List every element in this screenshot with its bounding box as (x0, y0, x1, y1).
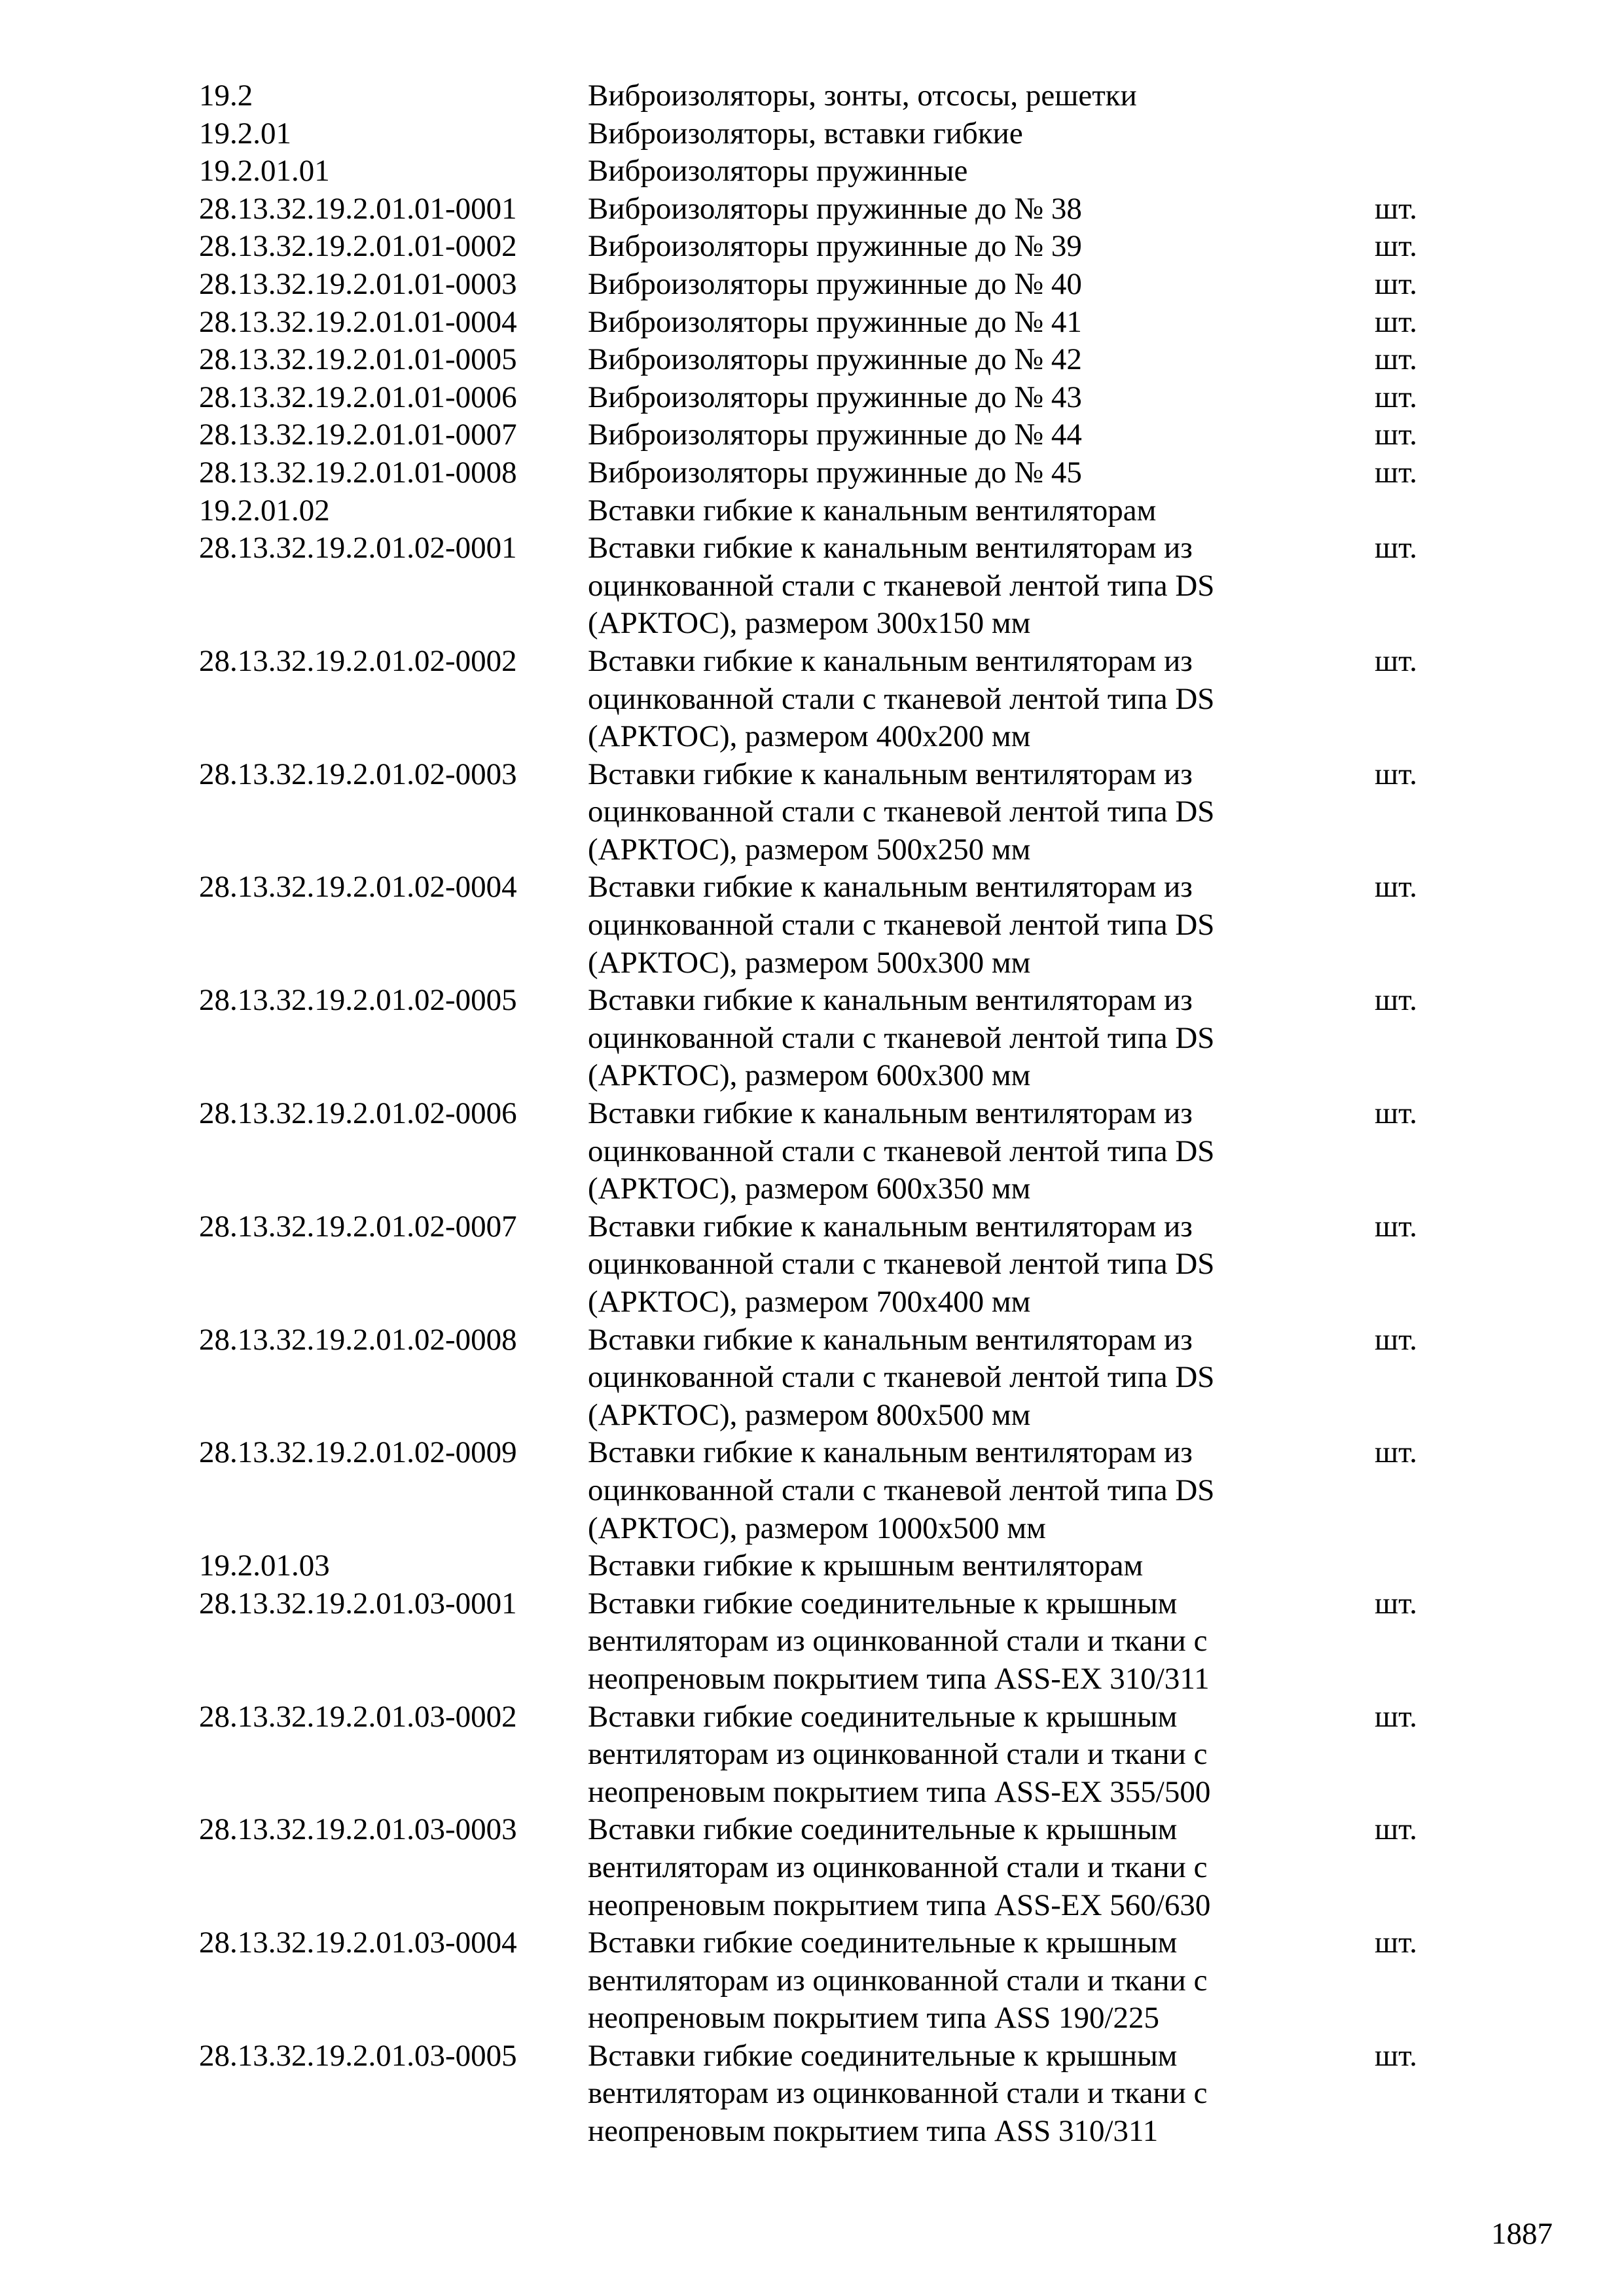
item-code: 28.13.32.19.2.01.03-0004 (199, 1926, 517, 1960)
item-code: 28.13.32.19.2.01.01-0007 (199, 418, 517, 452)
item-name: Виброизоляторы пружинные (588, 154, 968, 188)
item-code: 28.13.32.19.2.01.01-0003 (199, 266, 517, 301)
catalog-row (199, 643, 1443, 756)
item-code: 28.13.32.19.2.01.01-0004 (199, 304, 517, 339)
catalog-row (199, 152, 1443, 190)
catalog-row (199, 982, 1443, 1095)
item-name: Вставки гибкие соединительные к крышным вентиляторам из оцинкованной стали и ткани с неопреновым покрытием типа ASS 310/311 (588, 2038, 1208, 2149)
item-code: 28.13.32.19.2.01.02-0008 (199, 1322, 517, 1357)
catalog-row (199, 1434, 1443, 1547)
item-code: 28.13.32.19.2.01.01-0001 (199, 191, 517, 226)
catalog-row (199, 756, 1443, 869)
item-code: 28.13.32.19.2.01.02-0007 (199, 1209, 517, 1244)
item-name: Вставки гибкие к канальным вентиляторам из оцинкованной стали с тканевой лентой типа DS (АРКТОС), размером 400х200 мм (588, 643, 1215, 754)
item-name: Виброизоляторы пружинные до № 44 (588, 418, 1082, 452)
item-unit: шт. (1375, 2038, 1417, 2073)
catalog-row (199, 115, 1443, 153)
catalog-row (199, 416, 1443, 454)
item-code: 28.13.32.19.2.01.01-0006 (199, 380, 517, 414)
item-unit: шт. (1375, 870, 1417, 905)
item-name: Вставки гибкие к канальным вентиляторам из оцинкованной стали с тканевой лентой типа DS (АРКТОС), размером 800х500 мм (588, 1322, 1215, 1432)
item-unit: шт. (1375, 455, 1417, 490)
catalog-row (199, 529, 1443, 643)
item-code: 28.13.32.19.2.01.02-0009 (199, 1435, 517, 1470)
item-unit: шт. (1375, 1926, 1417, 1960)
item-code: 28.13.32.19.2.01.03-0001 (199, 1586, 517, 1621)
item-code: 28.13.32.19.2.01.03-0005 (199, 2038, 517, 2073)
catalog-row (199, 454, 1443, 492)
item-unit: шт. (1375, 1096, 1417, 1131)
catalog-row (199, 1547, 1443, 1585)
item-code: 28.13.32.19.2.01.02-0006 (199, 1096, 517, 1131)
item-unit: шт. (1375, 1209, 1417, 1244)
item-name: Вставки гибкие к канальным вентиляторам из оцинкованной стали с тканевой лентой типа DS (АРКТОС), размером 1000х500 мм (588, 1435, 1215, 1545)
catalog-row (199, 1208, 1443, 1321)
item-unit: шт. (1375, 531, 1417, 565)
item-code: 19.2.01 (199, 116, 291, 151)
item-name: Вставки гибкие к крышным вентиляторам (588, 1549, 1144, 1583)
catalog-row (199, 1924, 1443, 2037)
catalog-row (199, 341, 1443, 379)
item-code: 28.13.32.19.2.01.03-0003 (199, 1812, 517, 1847)
catalog-row (199, 228, 1443, 266)
item-code: 28.13.32.19.2.01.03-0002 (199, 1699, 517, 1734)
item-name: Виброизоляторы пружинные до № 40 (588, 266, 1082, 301)
catalog-row (199, 1585, 1443, 1698)
item-unit: шт. (1375, 757, 1417, 791)
catalog-row (199, 1095, 1443, 1208)
item-code: 28.13.32.19.2.01.02-0005 (199, 983, 517, 1018)
item-name: Вставки гибкие соединительные к крышным вентиляторам из оцинкованной стали и ткани с неопреновым покрытием типа ASS 190/225 (588, 1926, 1208, 2036)
item-code: 19.2.01.03 (199, 1549, 330, 1583)
item-name: Вставки гибкие к канальным вентиляторам из оцинкованной стали с тканевой лентой типа DS (АРКТОС), размером 600х300 мм (588, 983, 1215, 1093)
catalog-row (199, 379, 1443, 417)
item-unit: шт. (1375, 418, 1417, 452)
item-name: Вставки гибкие к канальным вентиляторам (588, 493, 1157, 528)
item-name: Вставки гибкие к канальным вентиляторам из оцинкованной стали с тканевой лентой типа DS (АРКТОС), размером 500х300 мм (588, 870, 1215, 980)
item-unit: шт. (1375, 380, 1417, 414)
item-name: Вставки гибкие к канальным вентиляторам из оцинкованной стали с тканевой лентой типа DS (АРКТОС), размером 300х150 мм (588, 531, 1215, 641)
item-name: Виброизоляторы, зонты, отсосы, решетки (588, 79, 1137, 113)
item-code: 19.2.01.02 (199, 493, 330, 528)
item-code: 28.13.32.19.2.01.01-0008 (199, 455, 517, 490)
catalog-row (199, 190, 1443, 228)
item-code: 28.13.32.19.2.01.02-0004 (199, 870, 517, 905)
item-unit: шт. (1375, 342, 1417, 377)
item-unit: шт. (1375, 191, 1417, 226)
item-code: 28.13.32.19.2.01.01-0005 (199, 342, 517, 377)
item-unit: шт. (1375, 1322, 1417, 1357)
item-name: Вставки гибкие к канальным вентиляторам из оцинкованной стали с тканевой лентой типа DS (АРКТОС), размером 500х250 мм (588, 757, 1215, 867)
item-name: Вставки гибкие соединительные к крышным вентиляторам из оцинкованной стали и ткани с неопреновым покрытием типа ASS-EX 560/630 (588, 1812, 1211, 1922)
item-code: 28.13.32.19.2.01.01-0002 (199, 229, 517, 264)
catalog-row (199, 77, 1443, 115)
item-name: Виброизоляторы пружинные до № 39 (588, 229, 1082, 264)
catalog-row (199, 492, 1443, 530)
item-code: 28.13.32.19.2.01.02-0003 (199, 757, 517, 791)
catalog-list (199, 77, 1443, 2151)
item-name: Вставки гибкие к канальным вентиляторам из оцинкованной стали с тканевой лентой типа DS (АРКТОС), размером 700х400 мм (588, 1209, 1215, 1319)
catalog-row (199, 869, 1443, 982)
item-unit: шт. (1375, 1586, 1417, 1621)
item-unit: шт. (1375, 1699, 1417, 1734)
item-name: Виброизоляторы пружинные до № 45 (588, 455, 1082, 490)
item-name: Вставки гибкие соединительные к крышным вентиляторам из оцинкованной стали и ткани с неопреновым покрытием типа ASS-EX 310/311 (588, 1586, 1210, 1696)
catalog-row (199, 304, 1443, 342)
catalog-row (199, 2037, 1443, 2151)
item-unit: шт. (1375, 229, 1417, 264)
item-code: 28.13.32.19.2.01.02-0001 (199, 531, 517, 565)
catalog-row (199, 266, 1443, 304)
catalog-row (199, 1698, 1443, 1812)
item-name: Виброизоляторы, вставки гибкие (588, 116, 1023, 151)
item-name: Вставки гибкие к канальным вентиляторам из оцинкованной стали с тканевой лентой типа DS (АРКТОС), размером 600х350 мм (588, 1096, 1215, 1206)
item-unit: шт. (1375, 266, 1417, 301)
item-unit: шт. (1375, 304, 1417, 339)
item-unit: шт. (1375, 643, 1417, 678)
item-name: Виброизоляторы пружинные до № 43 (588, 380, 1082, 414)
page-number: 1887 (1491, 2217, 1553, 2251)
catalog-row (199, 1811, 1443, 1924)
item-name: Вставки гибкие соединительные к крышным вентиляторам из оцинкованной стали и ткани с неопреновым покрытием типа ASS-EX 355/500 (588, 1699, 1211, 1809)
item-code: 19.2.01.01 (199, 154, 330, 188)
item-code: 28.13.32.19.2.01.02-0002 (199, 643, 517, 678)
item-name: Виброизоляторы пружинные до № 41 (588, 304, 1082, 339)
item-code: 19.2 (199, 79, 253, 113)
catalog-row (199, 1321, 1443, 1435)
item-unit: шт. (1375, 983, 1417, 1018)
item-name: Виброизоляторы пружинные до № 42 (588, 342, 1082, 377)
item-name: Виброизоляторы пружинные до № 38 (588, 191, 1082, 226)
item-unit: шт. (1375, 1435, 1417, 1470)
item-unit: шт. (1375, 1812, 1417, 1847)
